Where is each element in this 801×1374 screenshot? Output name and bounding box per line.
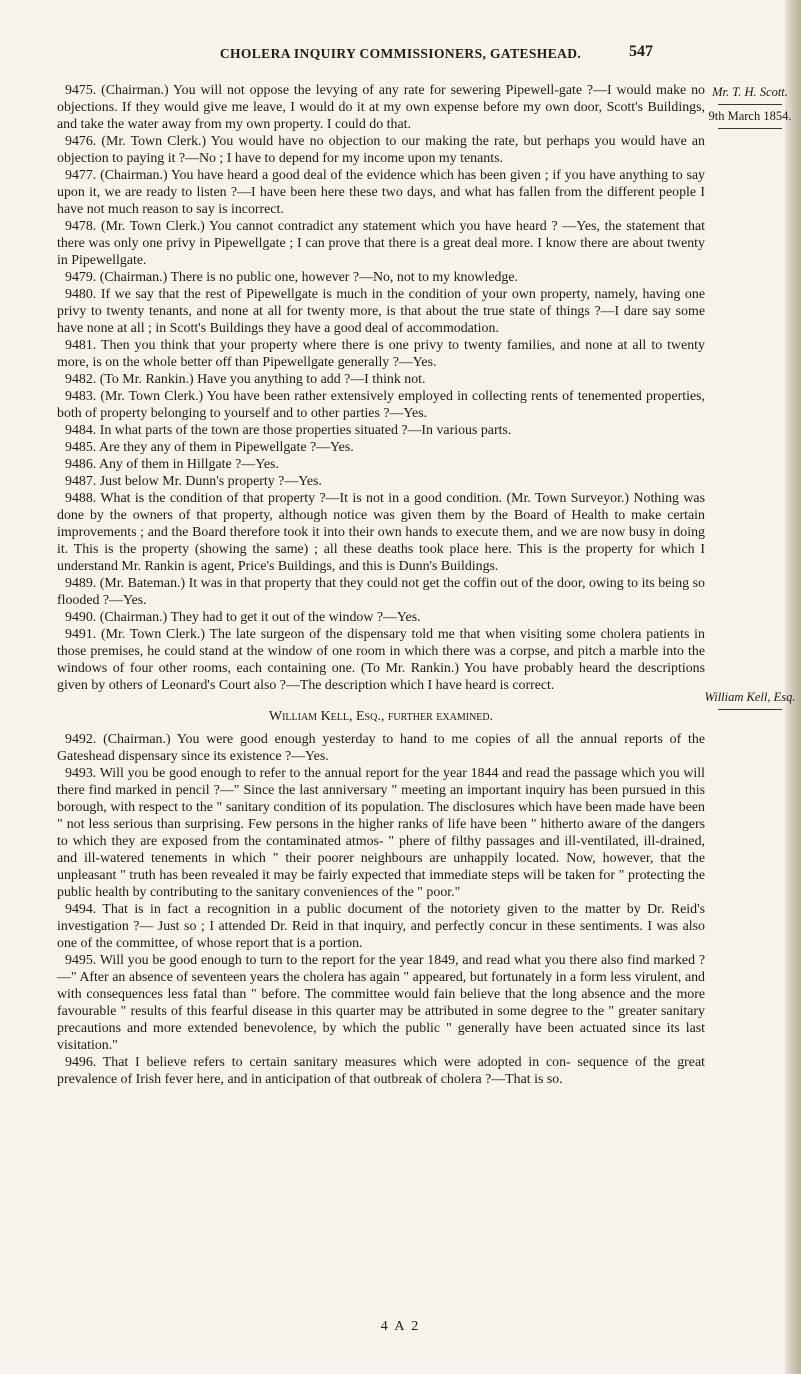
paragraph: 9475. (Chairman.) You will not oppose the levying of any rate for sewering Pipewell-gate ?—I would make no objections. If they would give me leave, I would do it at my own expense before my own door, Scott's Buildings, and take the water away from my own property. I could do that. bbox=[57, 83, 705, 132]
margin-witness-name: Mr. T. H. Scott. bbox=[712, 85, 788, 99]
paragraph: 9483. (Mr. Town Clerk.) You have been rather extensively employed in collecting rents of tenemented properties, both of property belonging to yourself and to other parties ?—Yes. bbox=[57, 389, 705, 421]
paragraph: 9486. Any of them in Hillgate ?—Yes. bbox=[65, 457, 279, 472]
witness-heading: William Kell, Esq., further examined. bbox=[268, 709, 494, 724]
paragraph: 9488. What is the condition of that property ?—It is not in a good condition. (Mr. Town Surveyor.) Nothing was done by the owners of that property, although notice was given them by the Board of Health to make certain improvements ; and the Board therefore took it into their own hands to execute them, and we are now busy in doing it. This is the property (showing the same) ; all these deaths took place here. This is the property for which I understand Mr. Rankin is agent, Price's Buildings, and this is Dunn's Buildings. bbox=[57, 491, 705, 574]
page-header bbox=[0, 43, 801, 70]
paragraph: 9489. (Mr. Bateman.) It was in that property that they could not get the coffin out of the door, owing to its being so flooded ?—Yes. bbox=[57, 576, 705, 608]
paragraph: 9481. Then you think that your property where there is one privy to twenty families, and none at all to twenty more, is on the whole better off than Pipewellgate generally ?—Yes. bbox=[57, 338, 705, 370]
paragraph: 9490. (Chairman.) They had to get it out of the window ?—Yes. bbox=[65, 610, 421, 625]
paragraph: 9477. (Chairman.) You have heard a good deal of the evidence which has been given ; if you have anything to say upon it, we are ready to listen ?—I have been here these two days, and what has fallen from the different people I have not much reason to say is incorrect. bbox=[57, 168, 705, 217]
margin-note-witness-scott bbox=[700, 85, 800, 133]
paragraph: 9484. In what parts of the town are those properties situated ?—In various parts. bbox=[65, 423, 512, 438]
paragraph: 9485. Are they any of them in Pipewellgate ?—Yes. bbox=[65, 440, 354, 455]
page-edge bbox=[785, 0, 801, 1374]
body-text bbox=[57, 82, 705, 1088]
margin-rule bbox=[718, 709, 782, 710]
paragraph: 9476. (Mr. Town Clerk.) You would have no objection to our making the rate, but perhaps you would have an objection to paying it ?—No ; I have to depend for my income upon my tenants. bbox=[57, 134, 705, 166]
paragraph: 9495. Will you be good enough to turn to the report for the year 1849, and read what you there also find marked ?—" After an absence of seventeen years the cholera has again " appeared, but fortunately in a form less virulent, and with consequences less fatal than " before. The committee would fain believe that the long absence and the more favourable " results of this fearful disease in this quarter may be attributed in some degree to the " greater sanitary precautions and more extended benevolence, by which the public " generally have been actuated since its last visitation." bbox=[57, 953, 705, 1053]
margin-rule bbox=[718, 104, 782, 105]
running-head: CHOLERA INQUIRY COMMISSIONERS, GATESHEAD. bbox=[219, 46, 582, 61]
margin-note-witness-kell bbox=[700, 690, 800, 714]
signature-mark: 4 A 2 bbox=[380, 1319, 421, 1334]
paragraph: 9480. If we say that the rest of Pipewellgate is much in the condition of your own property, namely, having one privy to twenty tenants, and none at all for twenty more, is that about the true state of things ?—I dare say some have none at all ; in Scott's Buildings they have a good deal of accommodation. bbox=[57, 287, 705, 336]
margin-witness-name: William Kell, Esq. bbox=[704, 690, 796, 704]
paragraph: 9487. Just below Mr. Dunn's property ?—Yes. bbox=[65, 474, 322, 489]
paragraph: 9496. That I believe refers to certain sanitary measures which were adopted in con- sequence of the great prevalence of Irish fever here, and in anticipation of that outbreak of cholera ?—That is so. bbox=[57, 1055, 705, 1087]
paragraph: 9479. (Chairman.) There is no public one, however ?—No, not to my knowledge. bbox=[65, 270, 519, 285]
paragraph: 9494. That is in fact a recognition in a public document of the notoriety given to the matter by Dr. Reid's investigation ?— Just so ; I attended Dr. Reid in that inquiry, and perfectly concur in these sentiments. I was also one of the committee, of whose report that is a portion. bbox=[57, 902, 705, 951]
page-number: 547 bbox=[629, 43, 653, 60]
paragraph: 9493. Will you be good enough to refer to the annual report for the year 1844 and read the passage which you will there find marked in pencil ?—" Since the last anniversary " meeting an important inquiry has been pursued in this borough, with respect to the " sanitary condition of its population. The disclosures which have been made have been " not less serious than surprising. Few persons in the higher ranks of life have been " hitherto aware of the dangers to which they are exposed from the contaminated atmos- " phere of filthy passages and ill-ventilated, ill-drained, and ill-watered tenements in which " their poorer neighbours are unhappily located. Now, however, that the unpleasant " truth has been revealed it may be fairly expected that immediate steps will be taken for " protecting the public health by contributing to the sanitary conveniences of the " poor." bbox=[57, 766, 705, 900]
paragraph: 9492. (Chairman.) You were good enough yesterday to hand to me copies of all the annual reports of the Gateshead dispensary since its existence ?—Yes. bbox=[57, 732, 705, 764]
margin-date: 9th March 1854. bbox=[708, 109, 792, 123]
margin-rule bbox=[718, 128, 782, 129]
paragraph: 9482. (To Mr. Rankin.) Have you anything to add ?—I think not. bbox=[65, 372, 426, 387]
paragraph: 9478. (Mr. Town Clerk.) You cannot contradict any statement which you have heard ? —Yes, the statement that there was only one privy in Pipewellgate ; I can prove that there is a great deal more. I know there are about twenty in Pipewellgate. bbox=[57, 219, 705, 268]
paragraph: 9491. (Mr. Town Clerk.) The late surgeon of the dispensary told me that when visiting some cholera patients in those premises, he could stand at the window of one room in which there was a corpse, and pitch a marble into the windows of four other rooms, each containing one. (To Mr. Rankin.) You have probably heard the descriptions given by others of Leonard's Court also ?—The description which I have heard is correct. bbox=[57, 627, 705, 693]
